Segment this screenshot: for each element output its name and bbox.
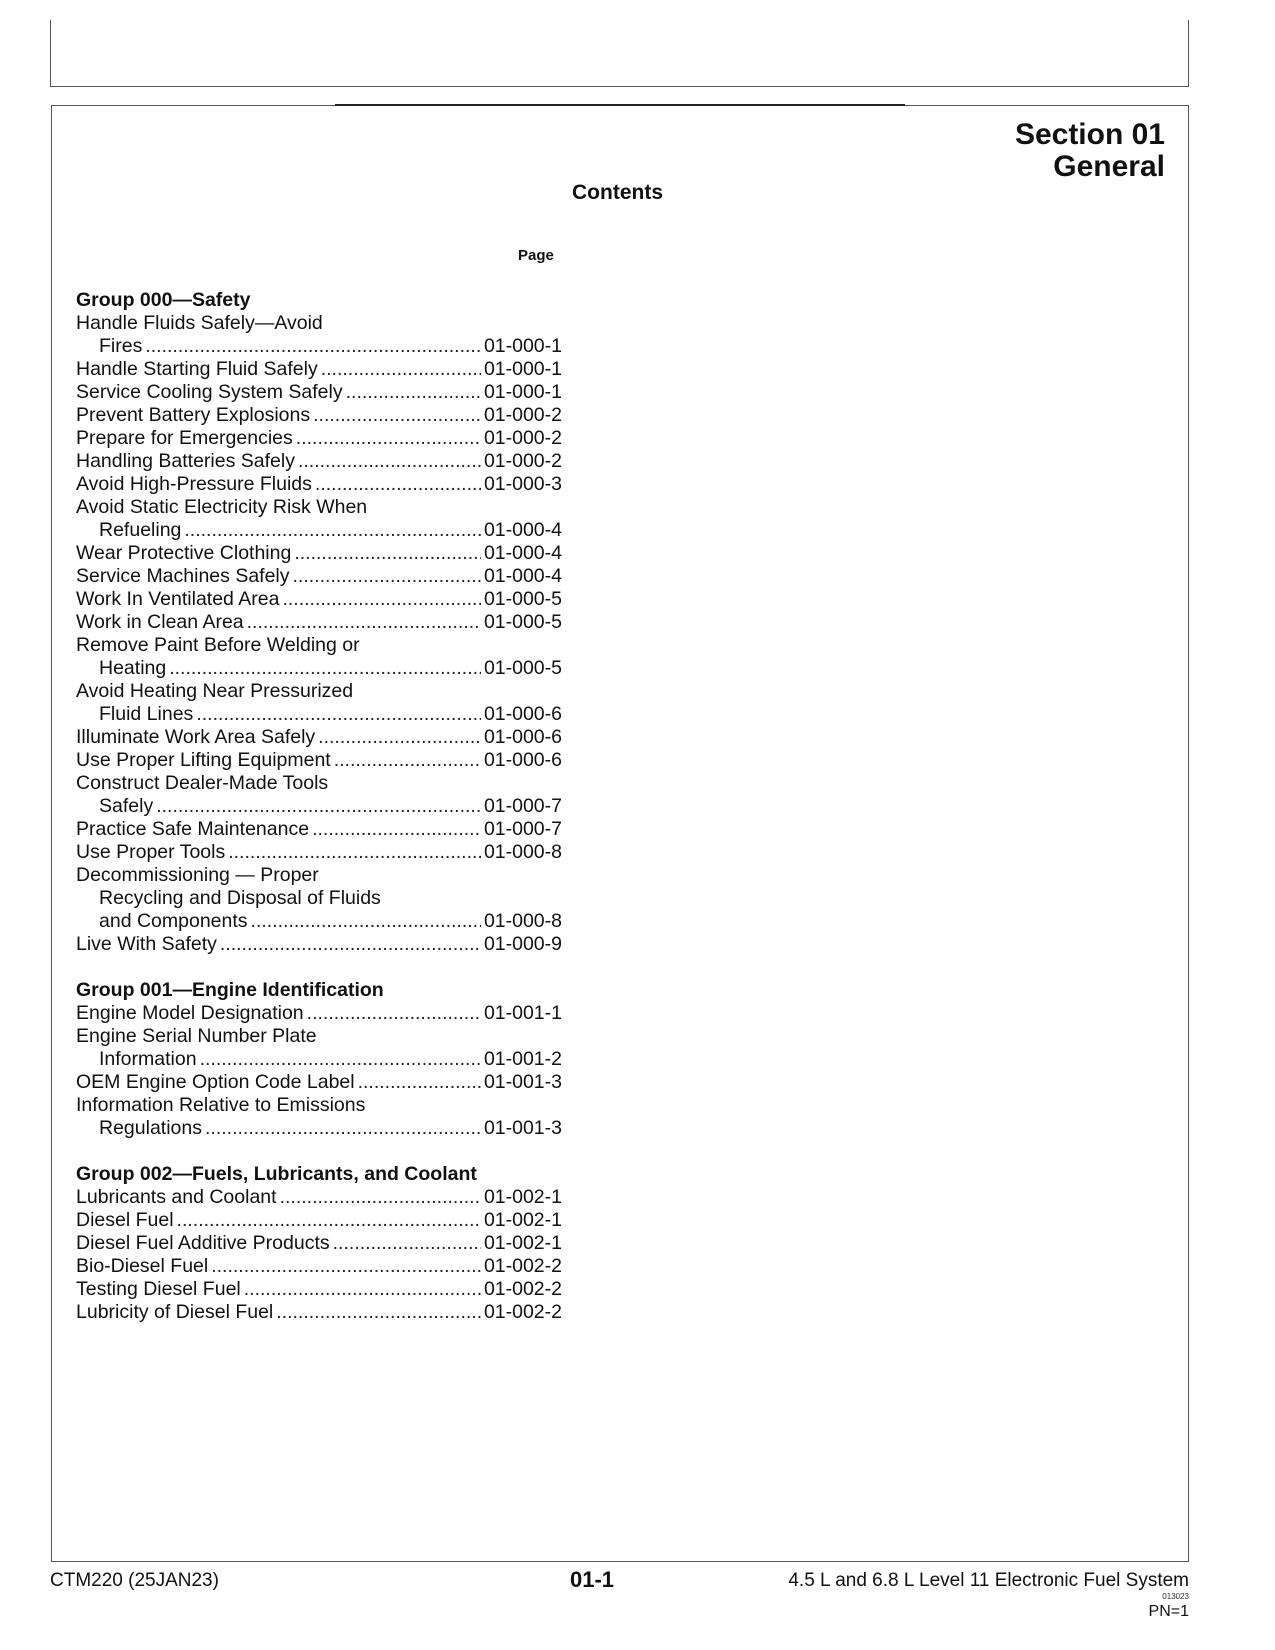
toc-entry[interactable] [76, 565, 562, 588]
dot-leader [211, 1255, 481, 1278]
toc-entry[interactable] [76, 1186, 562, 1209]
toc-entry-title: Fluid Lines [99, 703, 194, 725]
toc-entry-title: Heating [99, 657, 167, 679]
toc-entry-title: Handling Batteries Safely [76, 450, 295, 472]
toc-entry-title: Diesel Fuel Additive Products [76, 1232, 330, 1254]
section-title [1015, 119, 1165, 183]
toc-entry[interactable] [76, 427, 562, 450]
toc-entry-title-line: Handle Fluids Safely—Avoid [76, 312, 323, 334]
toc-entry-page: 01-000-2 [483, 404, 562, 426]
toc-entry-title-line: Avoid Heating Near Pressurized [76, 680, 354, 702]
toc-entry-row [76, 358, 562, 381]
toc-entry-page: 01-002-1 [483, 1232, 562, 1254]
toc-entry-row [76, 450, 562, 473]
toc-entry-row [76, 726, 562, 749]
toc-entry-row [76, 841, 562, 864]
toc-entry-title-line: Avoid Static Electricity Risk When [76, 496, 368, 518]
toc-entry-row [76, 519, 562, 542]
toc-entry-title: Live With Safety [76, 933, 217, 955]
toc-entry-row [76, 910, 562, 933]
frame-top-rule [335, 104, 905, 106]
toc-entry-row [76, 1301, 562, 1324]
toc-entry-title: OEM Engine Option Code Label [76, 1071, 355, 1093]
toc-entry[interactable] [76, 1071, 562, 1094]
toc-entry[interactable] [76, 1255, 562, 1278]
dot-leader [177, 1209, 481, 1232]
toc-entry-row [76, 611, 562, 634]
toc-entry-title: Use Proper Tools [76, 841, 226, 863]
toc-entry-title: Handle Starting Fluid Safely [76, 358, 318, 380]
toc-entry-title: Prevent Battery Explosions [76, 404, 311, 426]
toc-entry[interactable] [76, 450, 562, 473]
footer-page-number: 01-1 [570, 1567, 615, 1592]
toc-entry[interactable] [76, 404, 562, 427]
toc-entry[interactable] [76, 1301, 562, 1324]
toc-entry-title: Illuminate Work Area Safely [76, 726, 316, 748]
dot-leader [200, 1048, 481, 1071]
dot-leader [315, 473, 481, 496]
toc-entry-page: 01-000-7 [483, 795, 562, 817]
toc-entry-title: Safely [99, 795, 154, 817]
toc-entry-page: 01-001-3 [483, 1071, 562, 1093]
dot-leader [205, 1117, 481, 1140]
toc-entry[interactable] [76, 1278, 562, 1301]
toc-entry-row [76, 1255, 562, 1278]
toc-entry-title: Refueling [99, 519, 182, 541]
toc-entry-page: 01-000-5 [483, 657, 562, 679]
dot-leader [228, 841, 481, 864]
toc-entry[interactable] [76, 542, 562, 565]
toc-entry-title: Practice Safe Maintenance [76, 818, 310, 840]
toc-entry-row [76, 795, 562, 818]
toc-entry-title: Fires [99, 335, 143, 357]
table-of-contents [76, 289, 562, 1347]
group-heading: Group 000—Safety [76, 289, 251, 311]
dot-leader [145, 335, 481, 358]
toc-entry-page: 01-002-2 [483, 1278, 562, 1300]
toc-entry[interactable] [76, 1094, 562, 1140]
dot-leader [333, 1232, 481, 1255]
dot-leader [318, 726, 481, 749]
toc-entry[interactable] [76, 588, 562, 611]
toc-entry-row [76, 1209, 562, 1232]
toc-entry-title-line: Recycling and Disposal of Fluids [99, 887, 381, 909]
toc-entry-title: Engine Model Designation [76, 1002, 304, 1024]
toc-entry-page: 01-001-1 [483, 1002, 562, 1024]
toc-entry-row [76, 703, 562, 726]
toc-entry-title: Service Cooling System Safely [76, 381, 343, 403]
dot-leader [312, 818, 481, 841]
dot-leader [244, 1278, 481, 1301]
toc-entry-page: 01-002-1 [483, 1209, 562, 1231]
dot-leader [184, 519, 481, 542]
toc-entry-title: Lubricants and Coolant [76, 1186, 277, 1208]
toc-entry-title: Diesel Fuel [76, 1209, 174, 1231]
toc-entry[interactable] [76, 312, 562, 358]
toc-entry-row [76, 473, 562, 496]
dot-leader [294, 542, 481, 565]
toc-entry-page: 01-000-6 [483, 749, 562, 771]
dot-leader [280, 1186, 481, 1209]
toc-entry-page: 01-000-4 [483, 519, 562, 541]
toc-entry-page: 01-000-6 [483, 703, 562, 725]
toc-entry-row [76, 565, 562, 588]
toc-entry-title: Work In Ventilated Area [76, 588, 280, 610]
toc-entry-title-line: Engine Serial Number Plate [76, 1025, 317, 1047]
toc-entry-page: 01-000-7 [483, 818, 562, 840]
toc-entry-row [76, 657, 562, 680]
toc-entry-row [76, 1071, 562, 1094]
footer-manual-title: 4.5 L and 6.8 L Level 11 Electronic Fuel System [788, 1570, 1189, 1591]
toc-entry[interactable] [76, 1209, 562, 1232]
toc-entry-title: and Components [99, 910, 248, 932]
toc-entry-title: Information [99, 1048, 197, 1070]
toc-entry-row [76, 427, 562, 450]
dot-leader [276, 1301, 481, 1324]
dot-leader [251, 910, 481, 933]
toc-entry[interactable] [76, 864, 562, 933]
toc-entry-page: 01-000-2 [483, 427, 562, 449]
toc-entry-row [76, 542, 562, 565]
toc-entry-page: 01-002-1 [483, 1186, 562, 1208]
dot-leader [346, 381, 481, 404]
toc-group [76, 289, 562, 956]
toc-entry[interactable] [76, 749, 562, 772]
toc-entry-page: 01-000-4 [483, 565, 562, 587]
toc-entry[interactable] [76, 634, 562, 680]
toc-entry-row [76, 1232, 562, 1255]
toc-entry[interactable] [76, 726, 562, 749]
dot-leader [298, 450, 481, 473]
toc-entry-page: 01-000-1 [483, 358, 562, 380]
header-box [50, 20, 1189, 87]
toc-group [76, 1163, 562, 1324]
toc-entry-title-line: Construct Dealer-Made Tools [76, 772, 329, 794]
dot-leader [282, 588, 481, 611]
toc-entry-row [76, 588, 562, 611]
toc-entry-title: Avoid High-Pressure Fluids [76, 473, 312, 495]
toc-entry-title: Prepare for Emergencies [76, 427, 293, 449]
section-number: Section 01 [1014, 118, 1165, 151]
contents-heading: Contents [572, 181, 663, 204]
toc-entry-page: 01-000-1 [483, 335, 562, 357]
toc-entry-title-line: Information Relative to Emissions [76, 1094, 366, 1116]
toc-entry-title: Use Proper Lifting Equipment [76, 749, 331, 771]
dot-leader [321, 358, 481, 381]
toc-entry-row [76, 335, 562, 358]
toc-entry-page: 01-000-9 [483, 933, 562, 955]
group-heading: Group 001—Engine Identification [76, 979, 384, 1001]
toc-entry-page: 01-000-5 [483, 611, 562, 633]
toc-entry-title: Testing Diesel Fuel [76, 1278, 241, 1300]
toc-entry-page: 01-000-5 [483, 588, 562, 610]
dot-leader [220, 933, 481, 956]
dot-leader [307, 1002, 481, 1025]
toc-entry-title: Work in Clean Area [76, 611, 244, 633]
toc-entry[interactable] [76, 1002, 562, 1025]
dot-leader [196, 703, 481, 726]
toc-entry-row [76, 404, 562, 427]
toc-entry-row [76, 1002, 562, 1025]
toc-entry[interactable] [76, 933, 562, 956]
toc-entry-page: 01-002-2 [483, 1255, 562, 1277]
section-name: General [1053, 150, 1165, 183]
footer-manual-id: CTM220 (25JAN23) [50, 1570, 219, 1591]
toc-entry-page: 01-001-2 [483, 1048, 562, 1070]
toc-entry[interactable] [76, 772, 562, 818]
toc-entry-page: 01-000-1 [483, 381, 562, 403]
toc-entry-title-line: Remove Paint Before Welding or [76, 634, 360, 656]
toc-entry[interactable] [76, 818, 562, 841]
toc-entry-title: Bio-Diesel Fuel [76, 1255, 209, 1277]
toc-entry-row [76, 381, 562, 404]
dot-leader [293, 565, 481, 588]
page-column-label: Page [518, 247, 554, 264]
toc-entry-page: 01-002-2 [483, 1301, 562, 1323]
toc-entry-page: 01-000-4 [483, 542, 562, 564]
toc-entry-title: Wear Protective Clothing [76, 542, 292, 564]
dot-leader [313, 404, 481, 427]
toc-entry-row [76, 749, 562, 772]
toc-entry-row [76, 933, 562, 956]
group-heading: Group 002—Fuels, Lubricants, and Coolant [76, 1163, 477, 1185]
dot-leader [296, 427, 481, 450]
toc-entry-row [76, 1117, 562, 1140]
toc-entry-page: 01-000-8 [483, 841, 562, 863]
dot-leader [358, 1071, 481, 1094]
toc-entry[interactable] [76, 473, 562, 496]
dot-leader [156, 795, 481, 818]
toc-entry-page: 01-000-6 [483, 726, 562, 748]
dot-leader [334, 749, 481, 772]
toc-entry-page: 01-000-2 [483, 450, 562, 472]
toc-entry-row [76, 818, 562, 841]
toc-entry-title: Regulations [99, 1117, 202, 1139]
toc-entry[interactable] [76, 680, 562, 726]
toc-entry[interactable] [76, 1232, 562, 1255]
dot-leader [247, 611, 481, 634]
toc-entry-page: 01-001-3 [483, 1117, 562, 1139]
toc-entry[interactable] [76, 1025, 562, 1071]
dot-leader [169, 657, 481, 680]
toc-entry[interactable] [76, 358, 562, 381]
toc-entry-row [76, 1278, 562, 1301]
toc-entry[interactable] [76, 841, 562, 864]
footer-pn: PN=1 [1148, 1603, 1189, 1620]
toc-entry[interactable] [76, 611, 562, 634]
toc-entry-page: 01-000-8 [483, 910, 562, 932]
toc-entry-title-line: Decommissioning — Proper [76, 864, 319, 886]
toc-entry-row [76, 1186, 562, 1209]
toc-entry[interactable] [76, 496, 562, 542]
toc-entry-title: Lubricity of Diesel Fuel [76, 1301, 274, 1323]
footer-code: 013023 [1162, 1592, 1189, 1601]
toc-entry-row [76, 1048, 562, 1071]
toc-group [76, 979, 562, 1140]
toc-entry-page: 01-000-3 [483, 473, 562, 495]
toc-entry[interactable] [76, 381, 562, 404]
toc-entry-title: Service Machines Safely [76, 565, 290, 587]
